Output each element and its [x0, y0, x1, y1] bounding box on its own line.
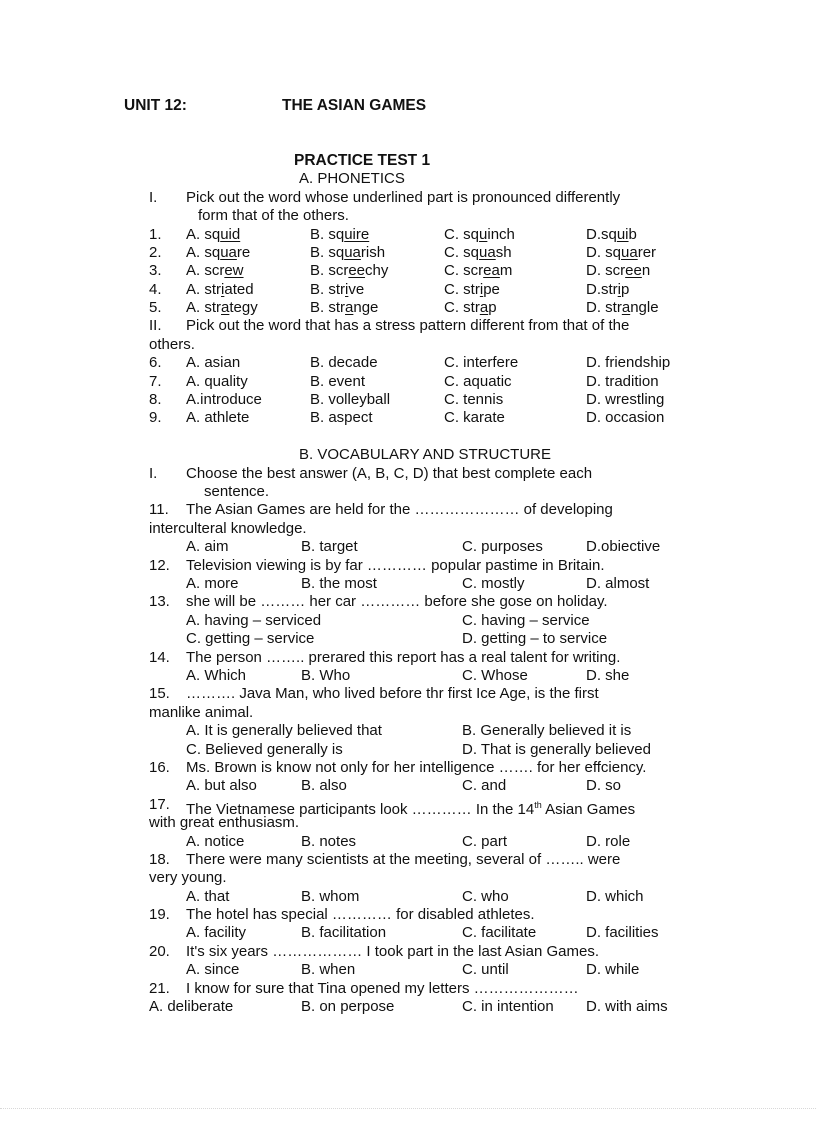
- question-text: The Vietnamese participants look ………… In the 14th Asian Games: [186, 800, 636, 818]
- option-c: C. in intention: [462, 998, 554, 1015]
- option-c: C. squinch: [444, 226, 515, 243]
- question-text: with great enthusiasm.: [149, 814, 300, 831]
- option-d: D. role: [586, 833, 631, 850]
- option-d: D. screen: [586, 262, 651, 279]
- instruction-line: Pick out the word that has a stress pattern different from that of the: [186, 317, 630, 334]
- question-number: 20.: [149, 943, 170, 960]
- option-a: A. squid: [186, 226, 241, 243]
- underlined-sound: a: [345, 299, 354, 316]
- option-b: B. squire: [310, 226, 370, 243]
- option-b: B. whom: [301, 888, 360, 905]
- option-c: C. interfere: [444, 354, 519, 371]
- option-a: A. screw: [186, 262, 244, 279]
- option-b: B. on perpose: [301, 998, 395, 1015]
- section-a-title: A. PHONETICS: [299, 170, 405, 187]
- question-text: she will be ……… her car ………… before she gose on holiday.: [186, 593, 608, 610]
- option-b: B. event: [310, 373, 366, 390]
- option-b: B. notes: [301, 833, 357, 850]
- underlined-sound: ua: [344, 244, 361, 261]
- option-c: C. purposes: [462, 538, 543, 555]
- option-c: C. tennis: [444, 391, 504, 408]
- option-c: C. mostly: [462, 575, 525, 592]
- underlined-sound: i: [617, 281, 622, 298]
- option-d: D. while: [586, 961, 640, 978]
- question-text: The hotel has special ………… for disabled athletes.: [186, 906, 535, 923]
- option-b: B. strange: [310, 299, 379, 316]
- option-c: C. Whose: [462, 667, 528, 684]
- option-c: C. Believed generally is: [186, 741, 343, 758]
- question-number: 21.: [149, 980, 170, 997]
- option-d: D. with aims: [586, 998, 668, 1015]
- option-c: C. karate: [444, 409, 505, 426]
- option-b: B. squarish: [310, 244, 386, 261]
- option-c: C. who: [462, 888, 509, 905]
- option-b: B. Who: [301, 667, 351, 684]
- option-c: C. and: [462, 777, 507, 794]
- option-c: C. until: [462, 961, 509, 978]
- question-number: 14.: [149, 649, 170, 666]
- question-number: 2.: [149, 244, 162, 261]
- option-c: C. part: [462, 833, 508, 850]
- option-a: A. quality: [186, 373, 248, 390]
- instruction-line: form that of the others.: [198, 207, 349, 224]
- option-d: D. That is generally believed: [462, 741, 651, 758]
- underlined-sound: ee: [625, 262, 642, 279]
- underlined-sound: u: [479, 226, 488, 243]
- question-number: 7.: [149, 373, 162, 390]
- option-b: B. volleyball: [310, 391, 391, 408]
- option-c-alt: C. getting – service: [186, 630, 315, 647]
- option-c: C. stripe: [444, 281, 500, 298]
- option-b: B. the most: [301, 575, 377, 592]
- question-text: Ms. Brown is know not only for her intelligence ……. for her effciency.: [186, 759, 647, 776]
- option-a: A. aim: [186, 538, 229, 555]
- underlined-sound: i: [221, 281, 225, 298]
- option-b: B. target: [301, 538, 358, 555]
- part-number: I.: [149, 465, 158, 482]
- question-number: 13.: [149, 593, 170, 610]
- option-a: A. athlete: [186, 409, 250, 426]
- option-a: A.introduce: [186, 391, 262, 408]
- option-a: A. having – serviced: [186, 612, 322, 629]
- question-number: 17.: [149, 796, 170, 813]
- option-b: B. decade: [310, 354, 378, 371]
- question-text: Television viewing is by far ………… popular pastime in Britain.: [186, 557, 605, 574]
- option-b: B. aspect: [310, 409, 373, 426]
- question-text: manlike animal.: [149, 704, 254, 721]
- part-number: II.: [149, 317, 162, 334]
- question-text: It's six years ……………… I took part in the last Asian Games.: [186, 943, 599, 960]
- option-d: D. facilities: [586, 924, 659, 941]
- question-number: 5.: [149, 299, 162, 316]
- underlined-sound: ua: [479, 244, 496, 261]
- underlined-sound: uid: [220, 226, 241, 243]
- option-a: A. asian: [186, 354, 241, 371]
- question-number: 4.: [149, 281, 162, 298]
- option-b: B. Generally believed it is: [462, 722, 632, 739]
- page-edge-divider: [0, 1108, 816, 1109]
- option-c: C. scream: [444, 262, 513, 279]
- instruction-line: Choose the best answer (A, B, C, D) that best complete each: [186, 465, 593, 482]
- option-d: D. strangle: [586, 299, 659, 316]
- option-d: D. squarer: [586, 244, 657, 261]
- question-number: 6.: [149, 354, 162, 371]
- part-number: I.: [149, 189, 158, 206]
- question-text: ………. Java Man, who lived before thr first Ice Age, is the first: [186, 685, 599, 702]
- question-text: The person …….. prerared this report has a real talent for writing.: [186, 649, 621, 666]
- question-number: 16.: [149, 759, 170, 776]
- question-number: 18.: [149, 851, 170, 868]
- option-d: D. which: [586, 888, 644, 905]
- question-text: There were many scientists at the meeting, several of …….. were: [186, 851, 621, 868]
- option-d: D. tradition: [586, 373, 659, 390]
- option-b: B. screechy: [310, 262, 389, 279]
- option-d: D.obiective: [586, 538, 661, 555]
- option-a: A. striated: [186, 281, 254, 298]
- question-text: very young.: [149, 869, 227, 886]
- underlined-sound: i: [345, 281, 349, 298]
- underlined-sound: ua: [220, 244, 237, 261]
- question-number: 15.: [149, 685, 170, 702]
- instruction-line: Pick out the word whose underlined part is pronounced differently: [186, 189, 621, 206]
- option-d: D. so: [586, 777, 622, 794]
- option-a: A. deliberate: [149, 998, 234, 1015]
- option-c: C. squash: [444, 244, 512, 261]
- underlined-sound: uire: [344, 226, 370, 243]
- question-text: interculteral knowledge.: [149, 520, 307, 537]
- unit-title: THE ASIAN GAMES: [282, 97, 427, 114]
- option-a: A. strategy: [186, 299, 258, 316]
- question-text: The Asian Games are held for the ………………… of developing: [186, 501, 613, 518]
- question-number: 12.: [149, 557, 170, 574]
- question-text: I know for sure that Tina opened my letters …………………: [186, 980, 579, 997]
- option-c: C. strap: [444, 299, 497, 316]
- instruction-line: others.: [149, 336, 195, 353]
- option-a: A. Which: [186, 667, 247, 684]
- test-title: PRACTICE TEST 1: [294, 152, 431, 169]
- option-c: C. aquatic: [444, 373, 512, 390]
- underlined-sound: i: [479, 281, 484, 298]
- underlined-sound: ee: [348, 262, 366, 279]
- section-b-title: B. VOCABULARY AND STRUCTURE: [299, 446, 552, 463]
- option-b: B. also: [301, 777, 347, 794]
- option-b: B. when: [301, 961, 356, 978]
- underlined-sound: a: [479, 299, 489, 316]
- option-d: D.squib: [586, 226, 637, 243]
- question-number: 9.: [149, 409, 162, 426]
- option-d: D. she: [586, 667, 630, 684]
- option-a: A. notice: [186, 833, 245, 850]
- option-a: A. that: [186, 888, 230, 905]
- option-d: D. getting – to service: [462, 630, 608, 647]
- underlined-sound: a: [621, 299, 631, 316]
- option-a: A. since: [186, 961, 240, 978]
- option-c: C. having – service: [462, 612, 590, 629]
- instruction-line: sentence.: [204, 483, 270, 500]
- question-number: 1.: [149, 226, 162, 243]
- option-d: D. almost: [586, 575, 650, 592]
- option-a: A. square: [186, 244, 251, 261]
- underlined-sound: ea: [483, 262, 500, 279]
- option-b: B. strive: [310, 281, 365, 298]
- underlined-sound: ua: [621, 244, 638, 261]
- option-c: C. facilitate: [462, 924, 537, 941]
- option-a: A. more: [186, 575, 239, 592]
- underlined-sound: ui: [616, 226, 629, 243]
- question-number: 11.: [149, 501, 169, 518]
- option-b: B. facilitation: [301, 924, 387, 941]
- unit-label: UNIT 12:: [124, 97, 187, 114]
- question-number: 19.: [149, 906, 170, 923]
- option-d: D. wrestling: [586, 391, 665, 408]
- underlined-sound: ew: [224, 262, 244, 279]
- option-d: D. occasion: [586, 409, 665, 426]
- option-a: A. It is generally believed that: [186, 722, 382, 739]
- option-a: A. facility: [186, 924, 247, 941]
- option-d: D. friendship: [586, 354, 671, 371]
- underlined-sound: a: [221, 299, 230, 316]
- question-number: 3.: [149, 262, 162, 279]
- option-a: A. but also: [186, 777, 257, 794]
- question-number: 8.: [149, 391, 162, 408]
- option-d: D.strip: [586, 281, 630, 298]
